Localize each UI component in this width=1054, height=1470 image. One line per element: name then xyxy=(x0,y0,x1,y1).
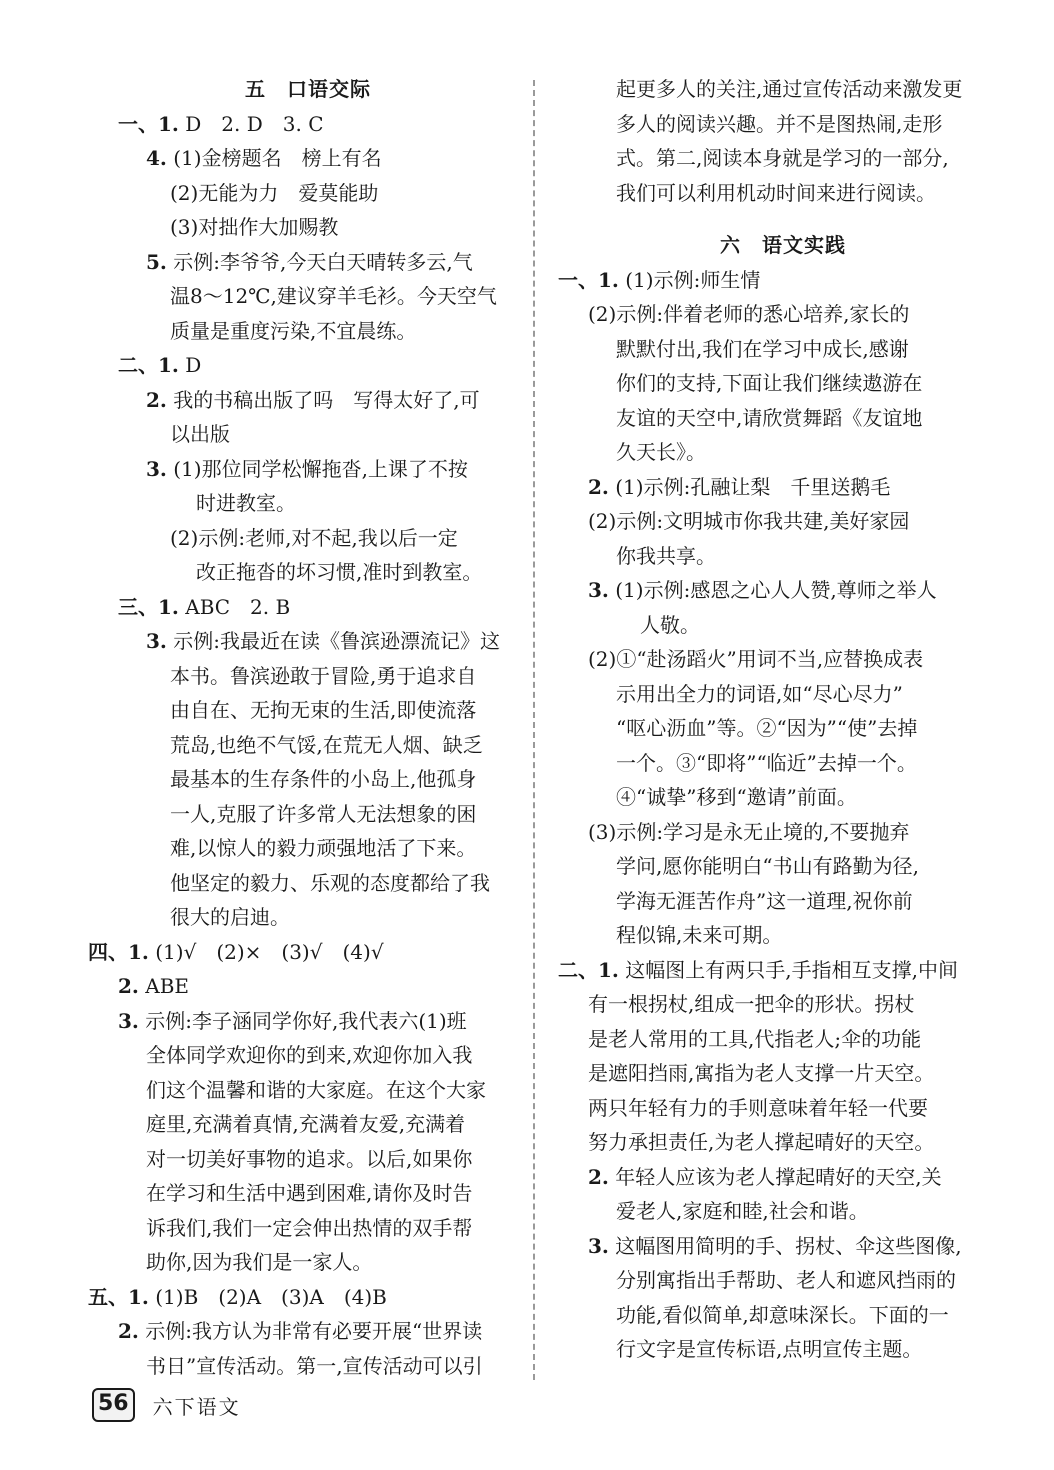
answer-line xyxy=(88,1280,528,1315)
answer-text: 我的书稿出版了吗 写得太好了,可 xyxy=(166,387,480,412)
left-column xyxy=(88,72,528,1383)
answer-text: 两只年轻有力的手则意味着年轻一代要 xyxy=(588,1095,928,1120)
answer-line xyxy=(88,1314,528,1349)
answer-text: 你我共享。 xyxy=(616,543,716,568)
footer-label: 六下语文 xyxy=(152,1394,241,1419)
answer-line xyxy=(88,210,528,245)
question-marker: 3. xyxy=(146,629,167,653)
answer-line xyxy=(88,383,528,418)
answer-line xyxy=(558,1229,1008,1264)
answer-line xyxy=(558,1332,1008,1367)
answer-text: 五 口语交际 xyxy=(245,77,371,101)
answer-text: (2)示例:伴着老师的悉心培养,家长的 xyxy=(588,302,910,326)
answer-text: 多人的阅读兴趣。并不是图热闹,走形 xyxy=(616,111,943,136)
answer-text: 庭里,充满着真情,充满着友爱,充满着 xyxy=(146,1112,466,1136)
answer-text: 助你,因为我们是一家人。 xyxy=(146,1250,373,1274)
answer-text: 这幅图用简明的手、拐杖、伞这些图像, xyxy=(608,1233,962,1258)
answer-line xyxy=(558,953,1008,988)
answer-text: (2)示例:老师,对不起,我以后一定 xyxy=(170,525,458,550)
answer-line xyxy=(558,435,1008,470)
answer-text: 示用出全力的词语,如“尽心尽力” xyxy=(616,681,903,706)
question-marker: 2. xyxy=(588,474,609,499)
answer-text: 以出版 xyxy=(170,422,230,446)
question-marker: 3. xyxy=(588,578,609,602)
answer-line xyxy=(558,332,1008,367)
answer-text: (3)示例:学习是永无止境的,不要抛弃 xyxy=(588,819,910,844)
section-heading xyxy=(558,228,1008,263)
answer-line xyxy=(88,728,528,763)
answer-line xyxy=(558,1125,1008,1160)
question-marker: 3. xyxy=(146,456,167,481)
answer-text: 年轻人应该为老人撑起晴好的天空,关 xyxy=(608,1164,942,1189)
answer-line xyxy=(88,969,528,1004)
answer-text: (1)金榜题名 榜上有名 xyxy=(166,146,382,170)
answer-text: 改正拖沓的坏习惯,准时到教室。 xyxy=(196,560,483,584)
answer-line xyxy=(88,176,528,211)
question-marker: 2. xyxy=(118,974,139,998)
answer-text: 全体同学欢迎你的到来,欢迎你加入我 xyxy=(146,1043,473,1067)
answer-line xyxy=(558,470,1008,505)
answer-text: 时进教室。 xyxy=(196,491,296,515)
answer-text: 很大的启迪。 xyxy=(170,905,290,929)
answer-line xyxy=(558,297,1008,332)
question-marker: 5. xyxy=(146,249,167,274)
answer-line xyxy=(558,1263,1008,1298)
answer-line xyxy=(88,245,528,280)
answer-line xyxy=(88,555,528,590)
answer-line xyxy=(88,1349,528,1384)
answer-line xyxy=(88,1176,528,1211)
answer-line xyxy=(88,314,528,349)
answer-text: 最基本的生存条件的小岛上,他孤身 xyxy=(170,767,477,791)
answer-line xyxy=(558,504,1008,539)
answer-text: 在学习和生活中遇到困难,请你及时告 xyxy=(146,1181,473,1205)
answer-line xyxy=(558,849,1008,884)
answer-line xyxy=(558,107,1008,142)
answer-line xyxy=(558,573,1008,608)
answer-text: (2)示例:文明城市你我共建,美好家园 xyxy=(588,509,910,533)
answer-line xyxy=(88,521,528,556)
answer-text: 他坚定的毅力、乐观的态度都给了我 xyxy=(170,870,490,895)
answer-text: (3)对拙作大加赐教 xyxy=(170,215,339,239)
question-marker: 五、1. xyxy=(88,1284,149,1309)
answer-line xyxy=(88,659,528,694)
answer-line xyxy=(558,746,1008,781)
answer-line xyxy=(558,780,1008,815)
answer-text: 这幅图上有两只手,手指相互支撑,中间 xyxy=(618,957,958,982)
answer-line xyxy=(88,1211,528,1246)
answer-line xyxy=(558,1160,1008,1195)
answer-text: D xyxy=(178,353,202,377)
answer-text: 难,以惊人的毅力顽强地活了下来。 xyxy=(170,836,477,860)
question-marker: 四、1. xyxy=(88,939,149,964)
answer-line xyxy=(558,1056,1008,1091)
answer-line xyxy=(558,72,1008,107)
answer-text: 示例:李爷爷,今天白天晴转多云,气 xyxy=(166,249,473,274)
question-marker: 3. xyxy=(118,1008,139,1033)
answer-text: 久天长》。 xyxy=(616,440,706,464)
answer-text: 起更多人的关注,通过宣传活动来激发更 xyxy=(616,77,963,101)
answer-line xyxy=(558,677,1008,712)
answer-text: 行文字是宣传标语,点明宣传主题。 xyxy=(616,1337,923,1361)
answer-line xyxy=(558,366,1008,401)
answer-line xyxy=(88,1073,528,1108)
answer-text: ④“诚挚”移到“邀请”前面。 xyxy=(616,785,857,809)
answer-line xyxy=(88,797,528,832)
question-marker: 2. xyxy=(118,1319,139,1343)
answer-line xyxy=(558,711,1008,746)
answer-line xyxy=(88,900,528,935)
question-marker: 4. xyxy=(146,146,167,170)
answer-line xyxy=(558,401,1008,436)
answer-line xyxy=(558,987,1008,1022)
answer-line xyxy=(88,1038,528,1073)
answer-text: (1)B (2)A (3)A (4)B xyxy=(148,1284,387,1309)
answer-text: 们这个温馨和谐的大家庭。在这个大家 xyxy=(146,1077,486,1102)
page-number: 56 xyxy=(92,1388,135,1422)
answer-text: 诉我们,我们一定会伸出热情的双手帮 xyxy=(146,1215,473,1240)
answer-text: 努力承担责任,为老人撑起晴好的天空。 xyxy=(588,1130,935,1154)
answer-text: 友谊的天空中,请欣赏舞蹈《友谊地 xyxy=(616,405,923,430)
answer-text: 书日”宣传活动。第一,宣传活动可以引 xyxy=(146,1353,483,1378)
answer-line xyxy=(558,263,1008,298)
answer-text: 是遮阳挡雨,寓指为老人支撑一片天空。 xyxy=(588,1061,935,1085)
answer-line xyxy=(88,1245,528,1280)
right-column xyxy=(558,72,1008,1367)
answer-line xyxy=(88,693,528,728)
answer-line xyxy=(88,279,528,314)
answer-text: D 2. D 3. C xyxy=(178,111,324,136)
answer-text: 爱老人,家庭和睦,社会和谐。 xyxy=(616,1199,869,1223)
answer-line xyxy=(558,918,1008,953)
answer-text: 一人,克服了许多常人无法想象的困 xyxy=(170,801,477,826)
answer-text: 温8～12℃,建议穿羊毛衫。今天空气 xyxy=(170,284,497,308)
answer-text: 本书。鲁滨逊敢于冒险,勇于追求自 xyxy=(170,663,477,688)
answer-line xyxy=(558,1091,1008,1126)
answer-text: (1)示例:孔融让梨 千里送鹅毛 xyxy=(608,474,891,499)
answer-line xyxy=(88,1004,528,1039)
answer-line xyxy=(558,539,1008,574)
answer-line xyxy=(88,1107,528,1142)
answer-line xyxy=(558,1298,1008,1333)
answer-text: 示例:我最近在读《鲁滨逊漂流记》这 xyxy=(166,629,500,653)
question-marker: 二、1. xyxy=(118,353,179,377)
answer-line xyxy=(558,608,1008,643)
answer-line xyxy=(558,176,1008,211)
answer-text: 质量是重度污染,不宜晨练。 xyxy=(170,318,417,343)
answer-text: 示例:李子涵同学你好,我代表六(1)班 xyxy=(138,1008,467,1033)
answer-text: (1)√ (2)× (3)√ (4)√ xyxy=(148,939,384,964)
answer-line xyxy=(558,1194,1008,1229)
answer-text: (2)无能为力 爱莫能助 xyxy=(170,180,379,205)
answer-text: (1)示例:感恩之心人人赞,尊师之举人 xyxy=(608,578,937,602)
answer-line xyxy=(88,762,528,797)
answer-line xyxy=(88,831,528,866)
answer-line xyxy=(558,141,1008,176)
answer-text: 式。第二,阅读本身就是学习的一部分, xyxy=(616,146,949,170)
question-marker: 2. xyxy=(588,1164,609,1189)
answer-text: 学问,愿你能明白“书山有路勤为径, xyxy=(616,854,919,878)
answer-line xyxy=(88,935,528,970)
answer-text: (1)那位同学松懈拖沓,上课了不按 xyxy=(166,456,468,481)
answer-text: 分别寓指出手帮助、老人和遮风挡雨的 xyxy=(616,1268,956,1292)
answer-text: 学海无涯苦作舟”这一道理,祝你前 xyxy=(616,888,913,913)
answer-text: 示例:我方认为非常有必要开展“世界读 xyxy=(138,1319,483,1343)
answer-text: 功能,看似简单,却意味深长。下面的一 xyxy=(616,1302,949,1327)
answer-text: (1)示例:师生情 xyxy=(618,267,761,292)
question-marker: 3. xyxy=(588,1233,609,1258)
answer-line xyxy=(558,884,1008,919)
question-marker: 二、1. xyxy=(558,957,619,982)
answer-line xyxy=(88,417,528,452)
answer-line xyxy=(558,815,1008,850)
page-footer xyxy=(92,1388,241,1422)
answer-text: 由自在、无拘无束的生活,即使流落 xyxy=(170,698,477,722)
answer-text: ABE xyxy=(138,974,189,998)
answer-text: 我们可以利用机动时间来进行阅读。 xyxy=(616,180,936,205)
answer-line xyxy=(88,452,528,487)
answer-text: “呕心沥血”等。②“因为”“使”去掉 xyxy=(616,716,918,740)
answer-line xyxy=(88,866,528,901)
answer-text: 有一根拐杖,组成一把伞的形状。拐杖 xyxy=(588,992,915,1016)
answer-line xyxy=(88,107,528,142)
answer-line xyxy=(558,642,1008,677)
answer-line xyxy=(88,348,528,383)
answer-line xyxy=(558,1022,1008,1057)
question-marker: 一、1. xyxy=(118,111,179,136)
answer-line xyxy=(88,624,528,659)
answer-text: 程似锦,未来可期。 xyxy=(616,923,783,947)
question-marker: 2. xyxy=(146,387,167,412)
answer-line xyxy=(88,590,528,625)
answer-line xyxy=(88,141,528,176)
answer-text: 人敬。 xyxy=(640,612,700,637)
answer-line xyxy=(88,1142,528,1177)
section-heading xyxy=(88,72,528,107)
question-marker: 一、1. xyxy=(558,267,619,292)
column-divider xyxy=(533,80,535,1380)
answer-text: 一个。③“即将”“临近”去掉一个。 xyxy=(616,750,917,775)
answer-text: 你们的支持,下面让我们继续遨游在 xyxy=(616,371,923,395)
answer-text: 默默付出,我们在学习中成长,感谢 xyxy=(616,336,909,361)
answer-line xyxy=(88,486,528,521)
answer-text: ABC 2. B xyxy=(178,594,291,619)
question-marker: 三、1. xyxy=(118,594,179,619)
answer-text: (2)①“赴汤蹈火”用词不当,应替换成表 xyxy=(588,647,924,671)
answer-text: 荒岛,也绝不气馁,在荒无人烟、缺乏 xyxy=(170,732,483,757)
answer-text: 对一切美好事物的追求。以后,如果你 xyxy=(146,1146,473,1171)
answer-text: 是老人常用的工具,代指老人;伞的功能 xyxy=(588,1026,922,1051)
answer-text: 六 语文实践 xyxy=(720,233,846,257)
